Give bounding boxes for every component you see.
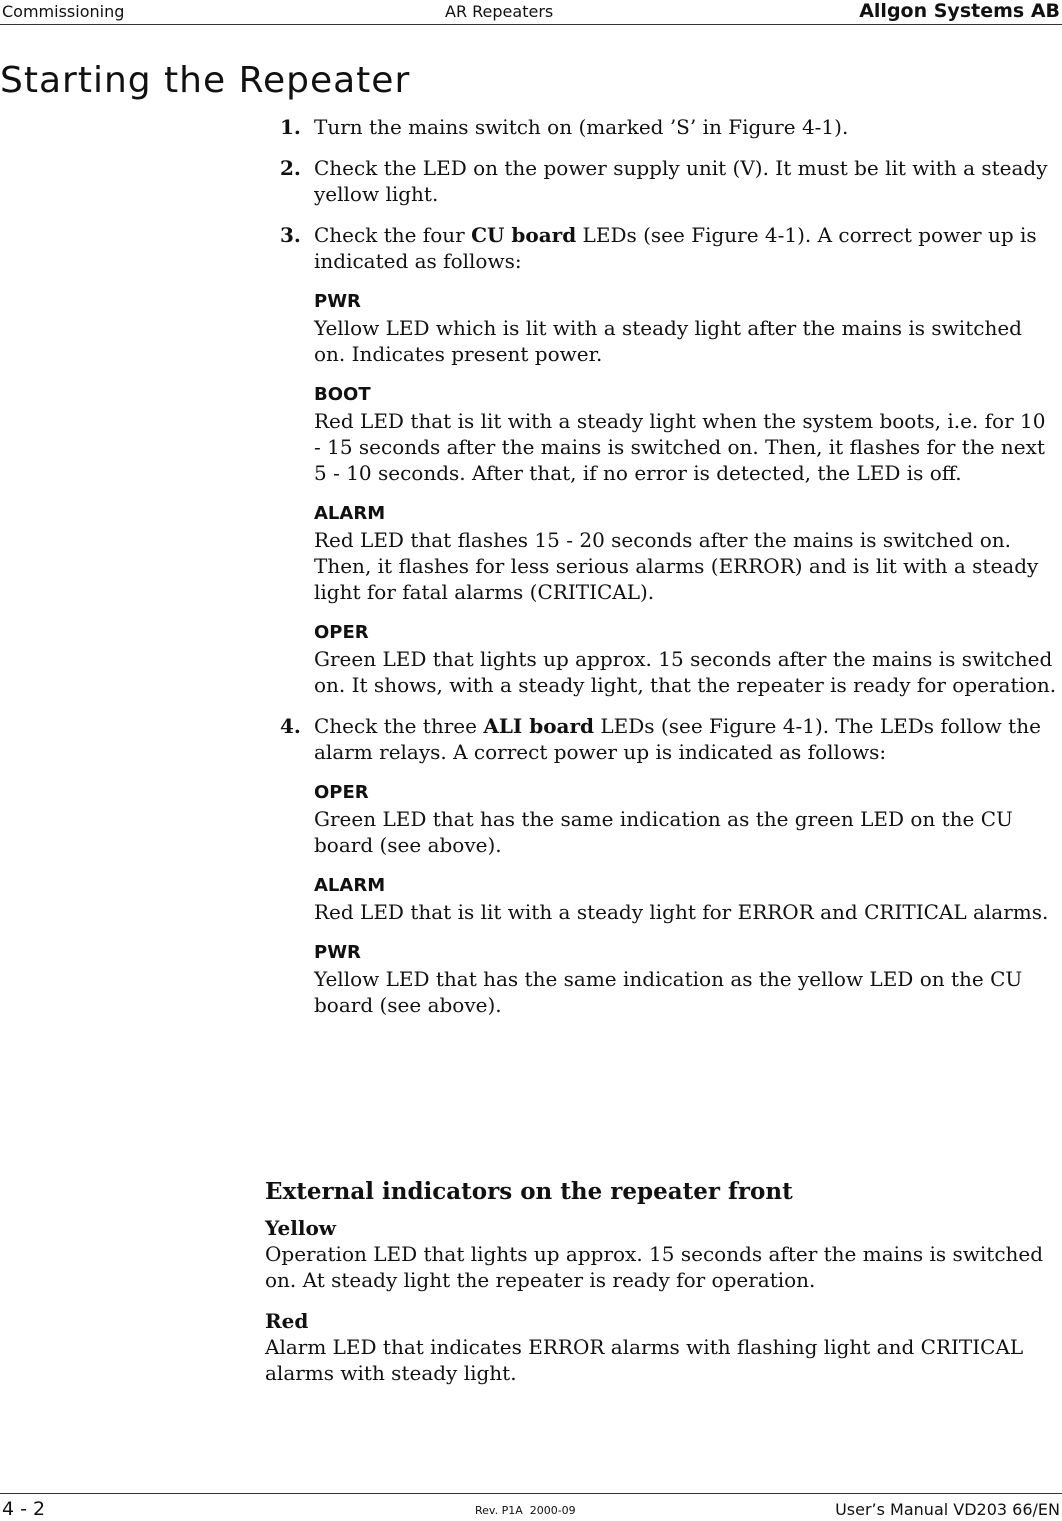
led-name: OPER (314, 622, 369, 643)
led-name: ALARM (314, 503, 386, 524)
step-1 (268, 114, 1058, 140)
step-number: 2. (280, 156, 301, 180)
led-entry-oper (314, 620, 1058, 698)
led-description: Green LED that lights up approx. 15 seconds after the mains is switched on. It shows, with a steady light, that the repeater is ready for operation. (314, 647, 1057, 697)
led-entry-oper (314, 780, 1058, 858)
led-description: Yellow LED that has the same indication as the yellow LED on the CU board (see above). (314, 967, 1023, 1017)
indicator-name: Yellow (265, 1216, 337, 1240)
led-description: Red LED that flashes 15 - 20 seconds after the mains is switched on. Then, it flashes for less serious alarms (ERROR) and is lit with a steady light for fatal alarms (CRITICAL). (314, 528, 1039, 604)
step-number: 3. (280, 223, 301, 247)
step-text-pre: Check the four (314, 223, 472, 247)
led-description: Yellow LED which is lit with a steady light after the mains is switched on. Indicates present power. (314, 316, 1022, 366)
led-name: OPER (314, 782, 369, 803)
manual-reference: User’s Manual VD203 66/EN (835, 1500, 1060, 1519)
step-text-bold: ALI board (483, 714, 595, 738)
header-company: Allgon Systems AB (859, 0, 1060, 22)
step-number: 1. (280, 115, 301, 139)
step-number: 4. (280, 714, 301, 738)
led-entry-pwr (314, 940, 1058, 1018)
step-4 (268, 713, 1058, 1018)
external-indicators-section (265, 1177, 1055, 1386)
led-name: ALARM (314, 875, 386, 896)
led-description: Red LED that is lit with a steady light for ERROR and CRITICAL alarms. (314, 900, 1049, 924)
page-number: 4 - 2 (2, 1498, 46, 1520)
step-text: Turn the mains switch on (marked ’S’ in Figure 4-1). (314, 115, 849, 139)
led-entry-boot (314, 382, 1058, 486)
led-name: PWR (314, 942, 361, 963)
page-header (0, 0, 1062, 25)
led-name: PWR (314, 291, 361, 312)
led-name: BOOT (314, 384, 371, 405)
page-footer (0, 1493, 1062, 1521)
indicator-yellow (265, 1215, 1055, 1293)
led-description: Red LED that is lit with a steady light when the system boots, i.e. for 10 - 15 seconds after the mains is switched on. Then, it flashes for the next 5 - 10 seconds. After that, if no error is detected, the LED is off. (314, 409, 1046, 485)
step-text (314, 222, 1058, 274)
step-text-bold: CU board (471, 223, 577, 247)
page-title: Starting the Repeater (0, 60, 411, 101)
indicator-red (265, 1308, 1055, 1386)
indicator-name: Red (265, 1309, 309, 1333)
header-product: AR Repeaters (445, 2, 554, 21)
indicator-description: Alarm LED that indicates ERROR alarms with flashing light and CRITICAL alarms with steady light. (265, 1335, 1024, 1385)
step-2 (268, 155, 1058, 207)
step-text-pre: Check the three (314, 714, 484, 738)
led-entry-alarm (314, 501, 1058, 605)
section-heading: External indicators on the repeater front (265, 1178, 793, 1205)
step-text-post: LEDs (see Figure 4-1). A correct power up is indicated as follows: (314, 223, 1037, 273)
revision-label: Rev. P1A 2000-09 (475, 1504, 576, 1517)
led-description: Green LED that has the same indication as the green LED on the CU board (see above). (314, 807, 1013, 857)
procedure-steps (268, 114, 1058, 1018)
led-entry-pwr (314, 289, 1058, 367)
step-3 (268, 222, 1058, 698)
step-text (314, 713, 1058, 765)
indicator-description: Operation LED that lights up approx. 15 seconds after the mains is switched on. At steady light the repeater is ready for operation. (265, 1242, 1044, 1292)
header-section: Commissioning (2, 2, 125, 21)
step-text: Check the LED on the power supply unit (V). It must be lit with a steady yellow light. (314, 156, 1048, 206)
step-text-post: LEDs (see Figure 4-1). The LEDs follow the alarm relays. A correct power up is indicated as follows: (314, 714, 1041, 764)
led-entry-alarm (314, 873, 1058, 925)
